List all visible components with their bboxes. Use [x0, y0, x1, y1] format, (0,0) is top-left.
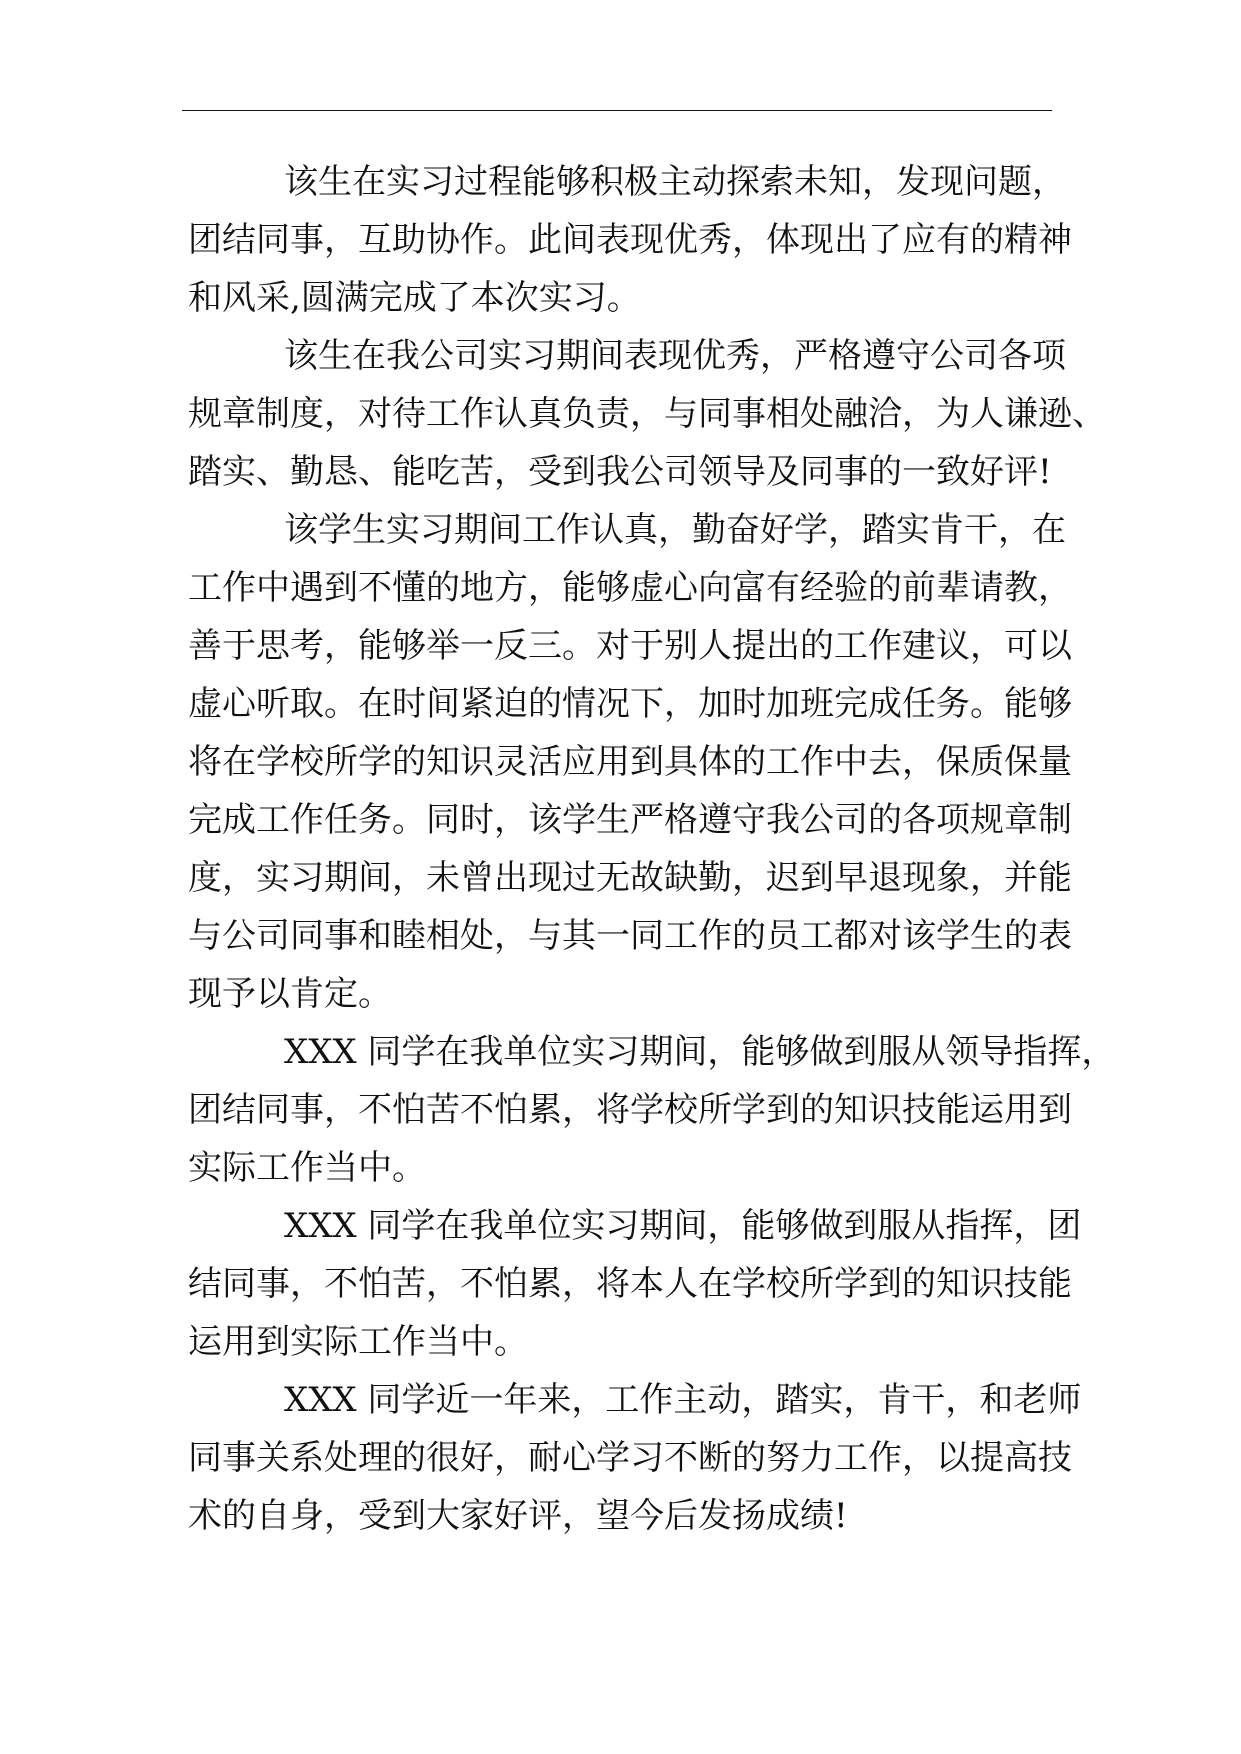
- paragraph-line: 虚心听取。在时间紧迫的情况下，加时加班完成任务。能够: [188, 684, 1072, 724]
- paragraph-2: [188, 327, 1106, 501]
- paragraph-line: 规章制度，对待工作认真负责，与同事相处融洽，为人谦逊、: [188, 394, 1106, 434]
- paragraph-line: 和风采,圆满完成了本次实习。: [188, 278, 641, 318]
- header-rule: [182, 110, 1052, 111]
- paragraph-1: [188, 153, 1072, 327]
- paragraph-line: 团结同事，不怕苦不怕累，将学校所学到的知识技能运用到: [188, 1090, 1072, 1130]
- paragraph-line: 将在学校所学的知识灵活应用到具体的工作中去，保质保量: [188, 742, 1072, 782]
- paragraph-line: 踏实、勤恳、能吃苦，受到我公司领导及同事的一致好评!: [188, 452, 1052, 492]
- paragraph-line: 结同事，不怕苦，不怕累，将本人在学校所学到的知识技能: [188, 1264, 1072, 1304]
- paragraph-line: 工作中遇到不懂的地方，能够虚心向富有经验的前辈请教，: [188, 568, 1072, 608]
- paragraph-line: 该生在实习过程能够积极主动探索未知，发现问题，: [284, 162, 1066, 202]
- paragraph-line: XXX 同学在我单位实习期间，能够做到服从指挥，团: [284, 1206, 1082, 1246]
- paragraph-line: 现予以肯定。: [188, 974, 392, 1014]
- paragraph-line: 善于思考，能够举一反三。对于别人提出的工作建议，可以: [188, 626, 1072, 666]
- paragraph-line: 同事关系处理的很好，耐心学习不断的努力工作，以提高技: [188, 1438, 1072, 1478]
- paragraph-line: 运用到实际工作当中。: [188, 1322, 528, 1362]
- paragraph-line: 完成工作任务。同时，该学生严格遵守我公司的各项规章制: [188, 800, 1072, 840]
- paragraph-line: 团结同事，互助协作。此间表现优秀，体现出了应有的精神: [188, 220, 1072, 260]
- paragraph-line: 该生在我公司实习期间表现优秀，严格遵守公司各项: [284, 336, 1066, 376]
- paragraph-line: 度，实习期间，未曾出现过无故缺勤，迟到早退现象，并能: [188, 858, 1072, 898]
- paragraph-4: [188, 1023, 1116, 1197]
- paragraph-line: 术的自身，受到大家好评，望今后发扬成绩!: [188, 1496, 848, 1536]
- paragraph-3: [188, 501, 1072, 1023]
- paragraph-6: [188, 1371, 1082, 1545]
- paragraph-5: [188, 1197, 1082, 1371]
- paragraph-line: 实际工作当中。: [188, 1148, 426, 1188]
- paragraph-line: XXX 同学近一年来，工作主动，踏实，肯干，和老师: [284, 1380, 1082, 1420]
- paragraph-line: 该学生实习期间工作认真，勤奋好学，踏实肯干，在: [284, 510, 1066, 550]
- paragraph-line: XXX 同学在我单位实习期间，能够做到服从领导指挥，: [284, 1032, 1116, 1072]
- body-text: [188, 153, 1116, 1545]
- paragraph-line: 与公司同事和睦相处，与其一同工作的员工都对该学生的表: [188, 916, 1072, 956]
